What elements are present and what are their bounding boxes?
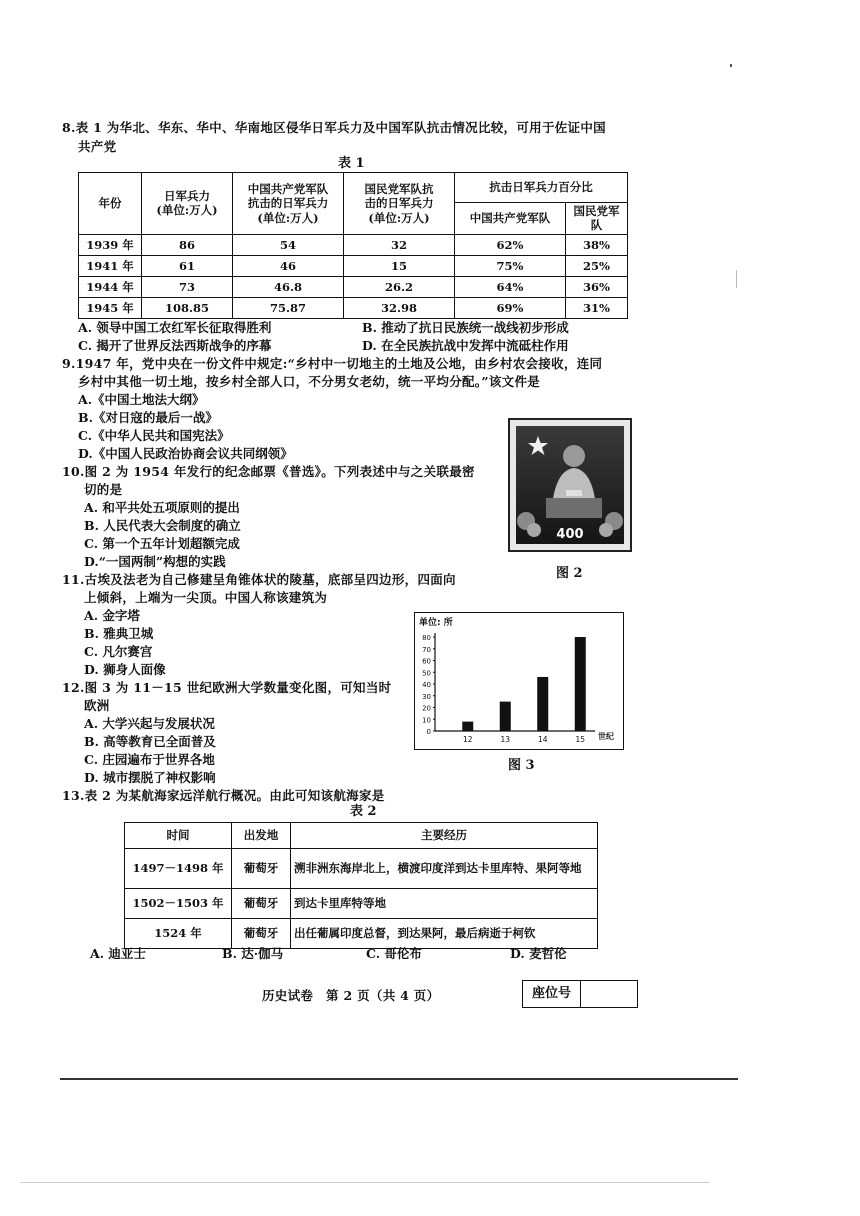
chart-bars: [462, 637, 586, 744]
q13-stem: 13.表 2 为某航海家远洋航行概况。由此可知该航海家是: [62, 788, 385, 803]
table1-header-pct-kmt: 国民党军队: [566, 203, 628, 235]
q11-option-a: A. 金字塔: [84, 608, 140, 623]
q10-option-c: C. 第一个五年计划超额完成: [84, 536, 240, 551]
table-row: 1941 年 61 46 15 75% 25%: [79, 255, 628, 276]
table1: [78, 172, 628, 319]
q8-option-b: B. 推动了抗日民族统一战线初步形成: [362, 320, 569, 335]
x-tick-label: 13: [500, 735, 511, 744]
q11-option-c: C. 凡尔赛宫: [84, 644, 153, 659]
ballot-box: [546, 498, 602, 518]
university-chart: [414, 612, 624, 750]
q10-stem-line2: 切的是: [84, 482, 123, 497]
bar-12: [462, 722, 473, 731]
stamp-illustration: [516, 426, 624, 544]
q8-option-c: C. 揭开了世界反法西斯战争的序幕: [78, 338, 272, 353]
q8-stem-line2: 共产党: [78, 139, 117, 154]
q12-option-a: A. 大学兴起与发展状况: [84, 716, 215, 731]
ballot-paper: [566, 490, 582, 496]
figure2-caption: 图 2: [556, 566, 583, 581]
table1-header-japan: 日军兵力 (单位:万人): [142, 173, 233, 235]
x-tick-label: 12: [462, 735, 473, 744]
table-row: 1944 年 73 46.8 26.2 64% 36%: [79, 276, 628, 297]
q10-stem-line1: 10.图 2 为 1954 年发行的纪念邮票《普选》。下列表述中与之关联最密: [62, 464, 475, 479]
q9-stem-line1: 9.1947 年，党中央在一份文件中规定:“乡村中一切地主的土地及公地，由乡村农会接收，连同: [62, 356, 603, 371]
scan-edge-line: [60, 1078, 738, 1080]
q12-option-b: B. 高等教育已全面普及: [84, 734, 216, 749]
q11-option-d: D. 狮身人面像: [84, 662, 166, 677]
q11-stem-line1: 11.古埃及法老为自己修建呈角锥体状的陵墓，底部呈四边形，四面向: [62, 572, 456, 587]
y-tick-label: 0: [426, 728, 431, 736]
q13-option-c: C. 哥伦布: [366, 946, 422, 961]
q12-option-c: C. 庄园遍布于世界各地: [84, 752, 215, 767]
stamp-value: 400: [556, 527, 584, 542]
table1-header-pct-cpc: 中国共产党军队: [455, 203, 566, 235]
q9-option-d: D.《中国人民政治协商会议共同纲领》: [78, 446, 293, 461]
q9-option-c: C.《中华人民共和国宪法》: [78, 428, 230, 443]
figure3-caption: 图 3: [508, 758, 535, 773]
scan-dot: [730, 64, 732, 67]
seat-number-value: [581, 981, 637, 1007]
y-tick-label: 10: [422, 716, 431, 725]
q9-option-b: B.《对日寇的最后一战》: [78, 410, 218, 425]
q9-option-a: A.《中国土地法大纲》: [78, 392, 205, 407]
q8-option-d: D. 在全民族抗战中发挥中流砥柱作用: [362, 338, 569, 353]
q12-stem-line2: 欧洲: [84, 698, 110, 713]
scan-bottom-line: [20, 1182, 710, 1183]
table-row: 1497－1498 年 葡萄牙 溯非洲东海岸北上，横渡印度洋到达卡里库特、果阿等地: [125, 849, 598, 889]
y-tick-label: 20: [422, 704, 431, 713]
y-tick-label: 60: [422, 657, 431, 666]
chart-svg: [415, 613, 623, 749]
table2-header-origin: 出发地: [232, 823, 291, 849]
y-tick-label: 80: [422, 634, 431, 642]
y-tick-label: 30: [422, 692, 431, 701]
seat-number-label: 座位号: [523, 981, 581, 1007]
q13-option-a: A. 迪亚士: [90, 946, 146, 961]
q8-option-a: A. 领导中国工农红军长征取得胜利: [78, 320, 272, 335]
table-row: 1524 年 葡萄牙 出任葡属印度总督，到达果阿，最后病逝于柯钦: [125, 919, 598, 949]
chart-ylabel: 单位: 所: [419, 618, 453, 628]
star-icon: [528, 436, 548, 455]
table1-header-year: 年份: [79, 173, 142, 235]
table2-header-time: 时间: [125, 823, 232, 849]
table-row: 1939 年 86 54 32 62% 38%: [79, 234, 628, 255]
q10-option-a: A. 和平共处五项原则的提出: [84, 500, 240, 515]
y-tick-label: 50: [422, 669, 431, 678]
q11-stem-line2: 上倾斜，上端为一尖顶。中国人称该建筑为: [84, 590, 328, 605]
bar-13: [500, 702, 511, 731]
table2-header-experience: 主要经历: [291, 823, 598, 849]
q8-stem-line1: 8.表 1 为华北、华东、华中、华南地区侵华日军兵力及中国军队抗击情况比较，可用于佐证中国: [62, 120, 606, 135]
table1-header-pct-group: 抗击日军兵力百分比: [455, 173, 628, 203]
table-row: 1945 年 108.85 75.87 32.98 69% 31%: [79, 297, 628, 318]
q10-option-b: B. 人民代表大会制度的确立: [84, 518, 241, 533]
table1-header-kmt: 国民党军队抗 击的日军兵力 (单位:万人): [344, 173, 455, 235]
table2: [124, 822, 598, 949]
y-tick-label: 70: [422, 645, 431, 654]
q11-option-b: B. 雅典卫城: [84, 626, 154, 641]
bar-14: [537, 677, 548, 731]
x-tick-label: 14: [537, 735, 548, 744]
q9-stem-line2: 乡村中其他一切土地，按乡村全部人口，不分男女老幼，统一平均分配。”该文件是: [78, 374, 541, 389]
q12-stem-line1: 12.图 3 为 11－15 世纪欧洲大学数量变化图，可知当时: [62, 680, 392, 695]
table2-caption: 表 2: [350, 804, 377, 819]
table1-header-cpc: 中国共产党军队 抗击的日军兵力 (单位:万人): [233, 173, 344, 235]
y-tick-label: 40: [422, 681, 431, 689]
page-footer-label: 历史试卷 第 2 页（共 4 页）: [262, 988, 440, 1003]
seat-number-box: [522, 980, 638, 1008]
q13-option-b: B. 达·伽马: [222, 946, 284, 961]
q13-option-d: D. 麦哲伦: [510, 946, 567, 961]
stamp-figure: [508, 418, 632, 552]
table-row: 1502－1503 年 葡萄牙 到达卡里库特等地: [125, 889, 598, 919]
x-tick-label: 15: [575, 735, 586, 744]
q12-option-d: D. 城市摆脱了神权影响: [84, 770, 216, 785]
q10-option-d: D.“一国两制”构想的实践: [84, 554, 226, 569]
voter-head: [563, 445, 585, 467]
chart-xlabel: 世纪: [598, 732, 614, 741]
scan-mark: [736, 270, 737, 288]
bar-15: [575, 637, 586, 731]
table1-caption: 表 1: [338, 156, 365, 171]
